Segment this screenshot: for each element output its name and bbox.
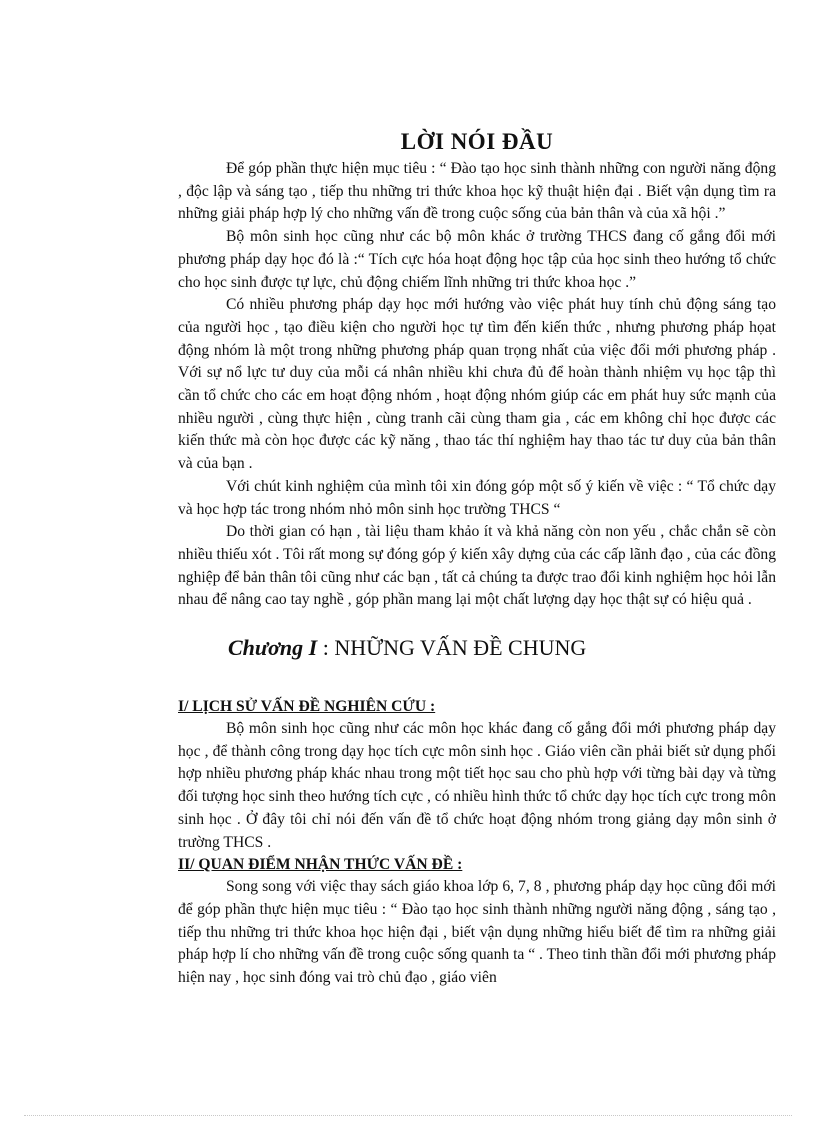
intro-paragraph: Có nhiều phương pháp dạy học mới hướng vào việc phát huy tính chủ động sáng tạo của người học , tạo điều kiện cho người học tự tìm đến kiến thức , nhưng phương pháp họat động nhóm là một trong những phương pháp quan trọng nhất của việc đổi mới phương pháp . Với sự nổ lực tư duy của mỗi cá nhân nhiều khi chưa đủ để hoàn thành nhiệm vụ học tập thì cần tổ chức cho các em hoạt động nhóm , hoạt động nhóm giúp các em phát huy sức mạnh của nhiều người , cùng thực hiện , cùng tranh cãi cùng tham gia , các em không chỉ học được các kiến thức mà còn học được các kỹ năng , thao tác thí nghiệm hay thao tác tư duy của bản thân và của bạn . <box>178 296 776 473</box>
section-paragraph: Song song với việc thay sách giáo khoa lớp 6, 7, 8 , phương pháp dạy học cũng đổi mới để góp phần thực hiện mục tiêu : “ Đào tạo học sinh thành những người năng động , sáng tạo , tiếp thu những tri thức khoa học hiện đại , biết vận dụng những hiểu biết để tìm ra những giải pháp hợp lí cho những vấn đề trong cuộc sống quanh ta “ . Theo tinh thần đổi mới phương pháp hiện nay , học sinh đóng vai trò chủ đạo , giáo viên <box>178 878 776 987</box>
intro-paragraph: Với chút kinh nghiệm của mình tôi xin đóng góp một số ý kiến về việc : “ Tổ chức dạy và học hợp tác trong nhóm nhỏ môn sinh học trường THCS “ <box>178 477 776 518</box>
intro-paragraph: Bộ môn sinh học cũng như các bộ môn khác ở trường THCS đang cố gắng đổi mới phương pháp dạy học đó là :“ Tích cực hóa hoạt động học tập của học sinh theo hướng tổ chức cho học sinh được tự lực, chủ động chiếm lĩnh những tri thức khoa học .” <box>178 228 776 291</box>
intro-paragraph: Để góp phần thực hiện mục tiêu : “ Đào tạo học sinh thành những con người năng động , độc lập và sáng tạo , tiếp thu những tri thức khoa học kỹ thuật hiện đại . Biết vận dụng tìm ra những giải pháp hợp lý cho những vấn đề trong cuộc sống của bản thân và của xã hội .” <box>178 160 776 223</box>
document-title: LỜI NÓI ĐẦU <box>400 129 554 154</box>
section-paragraph: Bộ môn sinh học cũng như các môn học khác đang cố gắng đổi mới phương pháp dạy học , để thành công trong dạy học tích cực môn sinh học . Giáo viên cần phải biết sử dụng phối hợp nhiều phương pháp khác nhau trong một tiết học sau cho phù hợp với từng bài dạy và từng đối tượng học sinh theo hướng tích cực , có nhiều hình thức tổ chức dạy học tích cực trong môn sinh học . Ở đây tôi chỉ nói đến vấn đề tổ chức hoạt động nhóm trong giảng dạy môn sinh ở trường THCS . <box>178 720 776 851</box>
document-body <box>178 128 776 990</box>
chapter-heading <box>228 634 776 662</box>
page-bottom-divider <box>24 1115 792 1116</box>
chapter-title: : NHỮNG VẤN ĐỀ CHUNG <box>322 635 587 661</box>
section-heading: I/ LỊCH SỬ VẤN ĐỀ NGHIÊN CỨU : <box>178 698 436 716</box>
section-heading: II/ QUAN ĐIỂM NHẬN THỨC VẤN ĐỀ : <box>178 856 463 874</box>
chapter-number: Chương I <box>228 635 318 661</box>
intro-paragraph: Do thời gian có hạn , tài liệu tham khảo ít và khả năng còn non yếu , chắc chắn sẽ còn nhiều thiếu xót . Tôi rất mong sự đóng góp ý kiến xây dựng của các cấp lãnh đạo , của các đồng nghiệp để bản thân tôi cũng như các bạn , tất cả chúng ta được trao đổi kinh nghiệm học hỏi lẫn nhau để nâng cao tay nghề , góp phần mang lại một chất lượng dạy học thật sự có hiệu quả . <box>178 523 776 609</box>
